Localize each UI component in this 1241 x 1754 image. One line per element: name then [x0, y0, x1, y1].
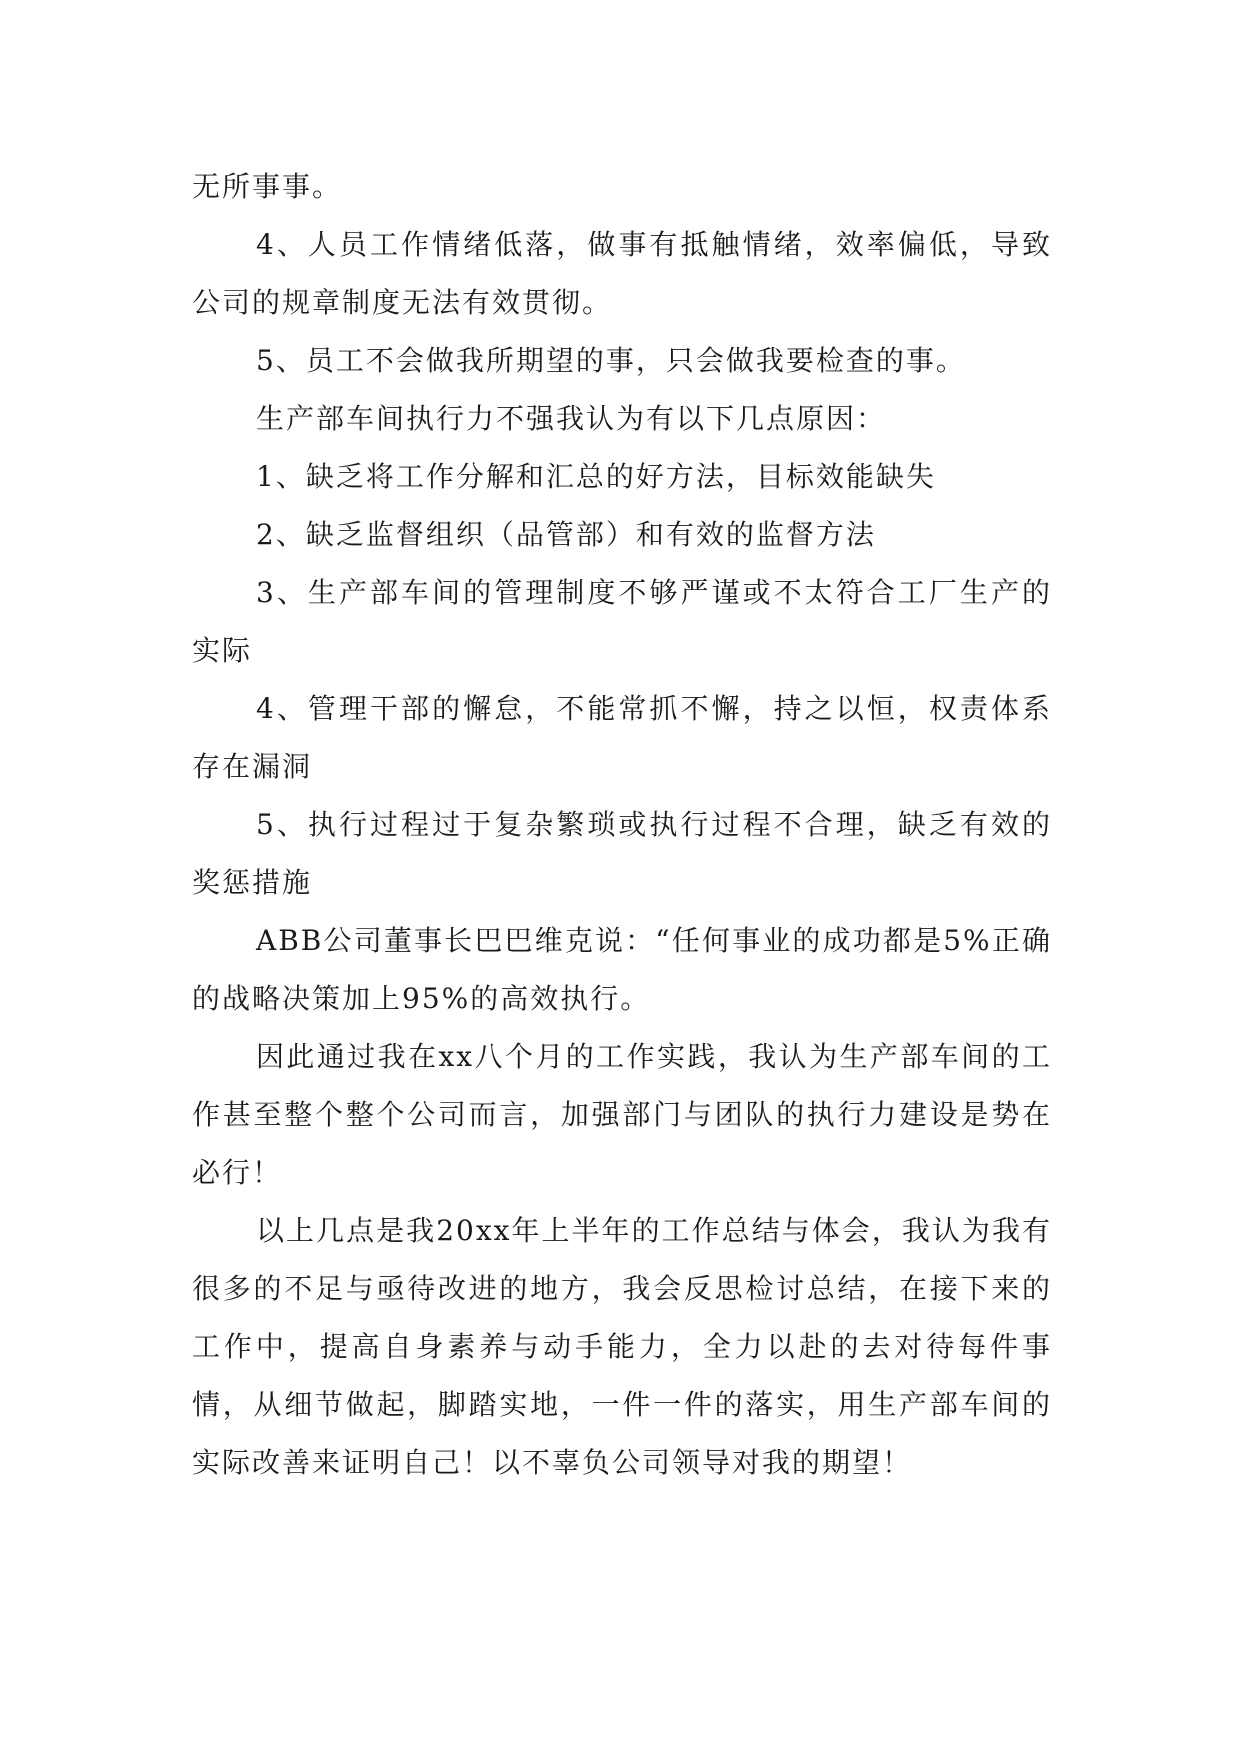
paragraph: 以上几点是我20xx年上半年的工作总结与体会，我认为我有很多的不足与亟待改进的地方，我会反思检讨总结，在接下来的工作中，提高自身素养与动手能力，全力以赴的去对待每件事情，从细节做起，脚踏实地，一件一件的落实，用生产部车间的实际改善来证明自己！以不辜负公司领导对我的期望！ [192, 1214, 1052, 1479]
paragraph: 无所事事。 [192, 170, 343, 203]
paragraph: 生产部车间执行力不强我认为有以下几点原因： [256, 402, 887, 435]
paragraph: 2、缺乏监督组织（品管部）和有效的监督方法 [256, 518, 876, 551]
paragraph: 5、执行过程过于复杂繁琐或执行过程不合理，缺乏有效的奖惩措施 [192, 808, 1052, 899]
paragraph: 3、生产部车间的管理制度不够严谨或不太符合工厂生产的实际 [192, 576, 1052, 667]
paragraph: ABB公司董事长巴巴维克说：“任何事业的成功都是5%正确的战略决策加上95%的高效执行。 [192, 924, 1052, 1015]
paragraph: 4、人员工作情绪低落，做事有抵触情绪，效率偏低，导致公司的规章制度无法有效贯彻。 [192, 228, 1052, 319]
paragraph: 5、员工不会做我所期望的事，只会做我要检查的事。 [256, 344, 966, 377]
paragraph: 4、管理干部的懈怠，不能常抓不懈，持之以恒，权责体系存在漏洞 [192, 692, 1052, 783]
paragraph: 1、缺乏将工作分解和汇总的好方法，目标效能缺失 [256, 460, 936, 493]
paragraph: 因此通过我在xx八个月的工作实践，我认为生产部车间的工作甚至整个整个公司而言，加强部门与团队的执行力建设是势在必行！ [192, 1040, 1052, 1189]
document-body [192, 158, 1052, 1492]
